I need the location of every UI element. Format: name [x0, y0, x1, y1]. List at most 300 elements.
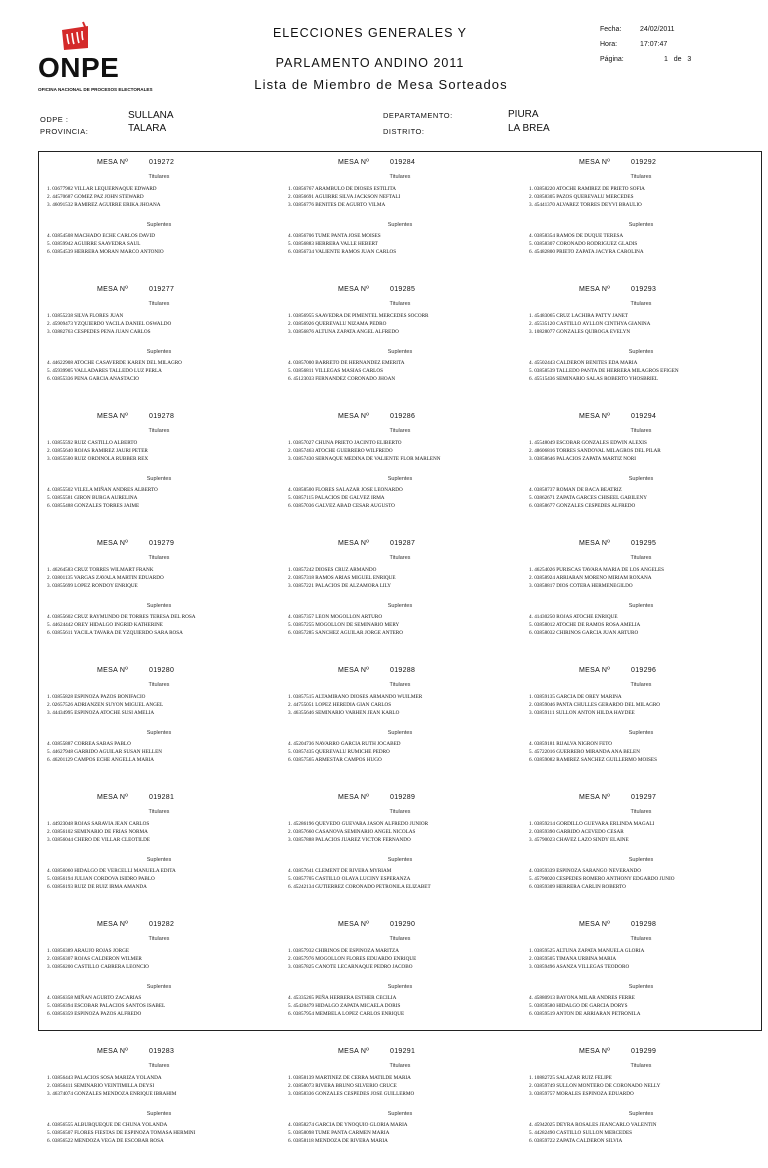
titular-entry: 3. 10828077 GONZALES QUIROGA EVELYN [529, 328, 631, 335]
titular-entry: 3. 44434995 ESPINOZA ATOCHE SUSI AMELIA [47, 709, 155, 716]
suplentes-list [529, 360, 761, 383]
titular-entry: 1. 03857515 ALTAMIRANO DIOSES ARMANDO WUILMER [288, 694, 423, 700]
suplente-entry: 5. 03856194 JULIAN CORDOVA ISIDRO PABLO [47, 875, 155, 882]
titular-entry: 3. 03856876 ALTUNA ZAPATA ANGEL ALFREDO [288, 328, 399, 335]
mesa-number: 019293 [631, 286, 657, 293]
suplentes-list [288, 614, 520, 637]
mesa-label: MESA Nº [97, 413, 129, 420]
suplente-entry: 5. 03859580 HIDALGO DE GARCIA DORYS [529, 1002, 628, 1009]
mesa-number: 019292 [631, 159, 657, 166]
titulares-list [47, 567, 279, 590]
titular-entry: 1. 03856389 ARAUJO ROJAS JORGE [47, 948, 130, 954]
suplentes-heading: Suplentes [146, 857, 172, 863]
suplentes-heading: Suplentes [628, 1111, 654, 1117]
mesa-label: MESA Nº [338, 667, 370, 674]
titular-entry: 2. 03859046 PANTA CHULLES GERARDO DEL MILAGRO [529, 701, 661, 708]
suplentes-list [288, 487, 520, 510]
suplente-entry: 4. 45335265 PEÑA HERRERA ESTHER CECILIA [288, 995, 397, 1001]
document-subtitle: Lista de Miembro de Mesa Sorteados [254, 77, 508, 92]
titulares-heading: Titulares [389, 301, 411, 307]
suplente-entry: 5. 44624442 OREY HIDALGO INGRID KATHERINE [47, 621, 163, 628]
titular-entry: 1. 03858139 MARTINEZ DE CERRA MATILDE MARIA [288, 1075, 411, 1081]
suplente-entry: 5. 03862671 ZAPATA GARCES CHISEEL GABILENY [529, 494, 647, 501]
titular-entry: 1. 03855592 RUIZ CASTILLO ALBERTO [47, 440, 138, 446]
titulares-heading: Titulares [148, 682, 170, 688]
suplentes-list [529, 487, 761, 510]
titular-entry: 1. 03859135 GARCIA DE OREY MARINA [529, 694, 622, 700]
titular-entry: 2. 03801135 VARGAS ZAVALA MARTIN EDUARDO [47, 574, 164, 581]
suplente-entry: 5. 03857705 CASTILLO OLAYA LUCINY ESPERANZA [288, 875, 411, 882]
suplente-entry: 6. 45482800 PRIETO ZAPATA JACYRA CAROLINA [529, 248, 644, 255]
suplente-entry: 5. 03857255 MOGOLLON DE SEMINARIO MERY [288, 621, 400, 628]
suplente-entry: 5. 45420479 HIDALGO ZAPATA MICAELA DORIS [288, 1002, 401, 1009]
mesa-number: 019288 [390, 667, 416, 674]
titular-entry: 2. 03858305 PAZOS QUEREVALU MERCEDES [529, 193, 634, 200]
titular-entry: 3. 03857221 PALACIOS DE ALZAMORA LILY [288, 582, 392, 589]
mesa-block [521, 1041, 761, 1168]
titular-entry: 3. 46374074 GONZALES MENDOZA ENRIQUE IBRAHIM [47, 1090, 177, 1097]
suplentes-list [47, 614, 279, 637]
titulares-list [47, 313, 279, 336]
titulares-heading: Titulares [389, 174, 411, 180]
suplente-entry: 6. 45123033 FERNANDEZ CORONADO JHOAN [288, 375, 396, 382]
suplente-entry: 5. 03858012 ATOCHE DE RAMOS ROSA AMELIA [529, 621, 641, 628]
mesa-column [280, 152, 520, 1168]
suplente-entry: 4. 03858737 ROMAN DE BACA BEATRIZ [529, 487, 622, 493]
mesa-block [39, 533, 279, 660]
titular-entry: 3. 45441370 ALVAREZ TORRES DEYVI BRAULIO [529, 201, 642, 208]
report-meta [600, 26, 720, 71]
mesa-number: 019285 [390, 286, 416, 293]
titular-entry: 3. 46091532 RAMIREZ AGUIRRE ERIKA JHOANA [47, 201, 161, 208]
suplentes-heading: Suplentes [628, 222, 654, 228]
titular-entry: 1. 44923048 ROJAS SARAVIA JEAN CARLOS [47, 821, 150, 827]
titular-entry: 1. 03855238 SILVA FLORES JUAN [47, 313, 124, 319]
suplente-entry: 6. 03856734 VALIENTE RAMOS JUAN CARLOS [288, 248, 397, 255]
suplente-entry: 6. 45242134 GUTIERREZ CORONADO PETRONILA ELIZABET [288, 883, 431, 890]
suplente-entry: 4. 03859181 RIJALVA NIGRON FETO [529, 741, 613, 747]
titular-entry: 2. 44570687 GOMEZ PAZ JOHN STEWARD [47, 193, 144, 200]
suplentes-list [47, 487, 279, 510]
titular-entry: 3. 03855699 LOPEZ RONDOY ENRIQUE [47, 582, 138, 589]
suplentes-list [288, 233, 520, 256]
mesa-number: 019291 [390, 1048, 416, 1055]
mesa-number: 019278 [149, 413, 175, 420]
titulares-heading: Titulares [630, 174, 652, 180]
titular-entry: 2. 03857976 MOGOLLON FLORES EDUARDO ENRIQUE [288, 955, 417, 962]
mesa-label: MESA Nº [579, 286, 611, 293]
mesa-block [39, 279, 279, 406]
titular-entry: 1. 03856443 PALACIOS SOSA MARIZA YOLANDA [47, 1075, 162, 1081]
mesa-block [39, 787, 279, 914]
mesa-number: 019295 [631, 540, 657, 547]
suplente-entry: 5. 44627948 GARRIDO AGUILAR SUSAN HELLEN [47, 748, 162, 755]
suplente-entry: 5. 03858098 TUME PANTA CARMEN MARIA [288, 1129, 390, 1136]
titular-entry: 2. 03857660 CASANOVA SEMINARIO ANGEL NICOLAS [288, 828, 416, 835]
mesa-label: MESA Nº [579, 794, 611, 801]
titular-entry: 2. 03857318 RAMOS ARIAS MIGUEL ENRIQUE [288, 574, 396, 581]
suplente-entry: 6. 03857285 SANCHEZ AGUILAR JORGE ANTERO [288, 629, 403, 636]
mesa-number: 019277 [149, 286, 175, 293]
titular-entry: 1. 46264583 CRUZ TORRES WILMART FRANK [47, 567, 154, 573]
fecha-label: Fecha: [600, 26, 622, 33]
titular-entry: 1. 03857242 DIOSES CRUZ ARMANDO [288, 567, 377, 573]
titular-entry: 2. 03856926 QUEREVALU NIZAMA PEDRO [288, 320, 387, 327]
titular-entry: 2. 03857463 ATOCHE GUERRERO WILFREDO [288, 447, 393, 454]
titular-entry: 1. 45286196 QUEVEDO GUEVARA JASON ALFREDO JUNIOR [288, 821, 429, 827]
titular-entry: 1. 03855828 ESPINOZA PAZOS BONIFACIO [47, 694, 146, 700]
titulares-list [529, 694, 761, 717]
suplentes-heading: Suplentes [146, 984, 172, 990]
fecha-value: 24/02/2011 [640, 26, 675, 33]
suplente-entry: 4. 45942025 DEYRA ROSALES JEANCARLO VALENTIN [529, 1122, 657, 1128]
suplente-entry: 5. 45722016 GUERRERO MIRANDA ANA BELEN [529, 748, 640, 755]
titular-entry: 3. 03858336 GONZALES CESPEDES JOSE GUILLERMO [288, 1090, 415, 1097]
titulares-list [47, 1075, 279, 1098]
titulares-list [288, 440, 520, 463]
titular-entry: 3. 03857888 PALACIOS JUAREZ VICTOR FERNANDO [288, 836, 411, 843]
suplentes-list [47, 233, 279, 256]
titular-entry: 1. 03859214 GORDILLO GUEVARA ERLINDA MAGALI [529, 821, 655, 827]
mesa-label: MESA Nº [97, 540, 129, 547]
titular-entry: 3. 03859111 SULLON ANTON HILDA HAYDEE [529, 709, 635, 716]
titulares-list [288, 1075, 520, 1098]
titulares-list [47, 694, 279, 717]
mesa-label: MESA Nº [97, 794, 129, 801]
title-line-2: PARLAMENTO ANDINO 2011 [275, 56, 465, 70]
suplentes-list [529, 995, 761, 1018]
mesa-label: MESA Nº [338, 540, 370, 547]
suplente-entry: 4. 03856706 TUME PANTA JOSE MOISES [288, 233, 381, 239]
departamento-value: PIURA [508, 109, 539, 120]
mesa-label: MESA Nº [579, 413, 611, 420]
pagina-label: Página: [600, 56, 624, 63]
suplente-entry: 6. 03859722 ZAPATA CALDERON SILVIA [529, 1137, 623, 1144]
suplente-entry: 6. 03859519 ANTON DE ARRIARAN PETRONILA [529, 1010, 641, 1017]
titulares-list [47, 821, 279, 844]
suplentes-list [288, 360, 520, 383]
suplente-entry: 4. 44622908 ATOCHE CASAVERDE KAREN DEL MILAGRO [47, 360, 182, 366]
titular-entry: 3. 03855500 RUIZ ORDINOLA RUBBER REX [47, 455, 149, 462]
mesa-number: 019296 [631, 667, 657, 674]
suplente-entry: 6. 03855488 GONZALES TORRES JAIME [47, 502, 140, 509]
titulares-list [529, 567, 761, 590]
titulares-list [529, 1075, 761, 1098]
mesa-block [280, 914, 520, 1041]
mesa-number: 019298 [631, 921, 657, 928]
titular-entry: 3. 03859496 ASANZA VILLEGAS TEODORO [529, 963, 630, 970]
distrito-label: DISTRITO: [383, 127, 425, 136]
mesas-table [38, 151, 762, 1144]
mesa-label: MESA Nº [97, 667, 129, 674]
mesa-number: 019299 [631, 1048, 657, 1055]
titular-entry: 3. 03858817 DIOS COTERA HERMENEGILDO [529, 582, 633, 589]
suplente-entry: 4. 03858500 FLORES SALAZAR JOSE LEONARDO [288, 487, 403, 493]
mesa-number: 019289 [390, 794, 416, 801]
titulares-heading: Titulares [148, 809, 170, 815]
suplente-entry: 4. 45880913 BAYONA MILAR ANDRES FERRE [529, 995, 635, 1001]
suplentes-list [288, 1122, 520, 1145]
suplente-entry: 4. 03858274 GARCIA DE YNOQUIO GLORIA MARIA [288, 1122, 408, 1128]
titular-entry: 1. 03677982 VILLAR LEQUERNAQUE EDWARD [47, 186, 157, 192]
mesa-label: MESA Nº [579, 1048, 611, 1055]
titulares-list [47, 186, 279, 209]
suplentes-heading: Suplentes [387, 730, 413, 736]
titulares-heading: Titulares [389, 555, 411, 561]
titular-entry: 3. 03856200 CASTILLO CABRERA LEONCIO [47, 963, 149, 970]
suplente-entry: 4. 03857357 LEON MOGOLLON ARTURO [288, 614, 383, 620]
suplente-entry: 6. 03856522 MENDOZA VEGA DE ESCOBAR ROSA [47, 1137, 164, 1144]
mesa-label: MESA Nº [338, 1048, 370, 1055]
suplentes-list [47, 360, 279, 383]
titulares-heading: Titulares [630, 555, 652, 561]
mesa-number: 019280 [149, 667, 175, 674]
suplentes-heading: Suplentes [146, 730, 172, 736]
titular-entry: 1. 03856955 SAAVEDRA DE PIMENTEL MERCEDES SOCORR [288, 313, 429, 319]
suplente-entry: 6. 45515436 SEMINARIO SALAS ROBERTO YHOSBRIEL [529, 375, 659, 382]
mesa-block [39, 1041, 279, 1168]
mesa-block [280, 660, 520, 787]
suplentes-heading: Suplentes [628, 349, 654, 355]
titulares-heading: Titulares [148, 555, 170, 561]
titulares-heading: Titulares [148, 428, 170, 434]
titular-entry: 2. 03858073 RIVERA BRUNO SILVERIO CRUCE [288, 1082, 397, 1089]
mesa-number: 019284 [390, 159, 416, 166]
provincia-label: PROVINCIA: [40, 127, 89, 136]
titulares-heading: Titulares [630, 809, 652, 815]
titular-entry: 1. 46254026 PURISCAS TAVARA MARIA DE LOS ANGELES [529, 567, 665, 573]
suplente-entry: 5. 03856811 VILLEGAS MASIAS CARLOS [288, 367, 383, 374]
titulares-heading: Titulares [148, 1063, 170, 1069]
distrito-value: LA BREA [508, 123, 550, 134]
titulares-list [47, 440, 279, 463]
suplentes-list [288, 868, 520, 891]
suplentes-heading: Suplentes [387, 222, 413, 228]
mesa-label: MESA Nº [338, 921, 370, 928]
titulares-heading: Titulares [630, 936, 652, 942]
mesa-block [39, 406, 279, 533]
suplentes-list [47, 995, 279, 1018]
suplente-entry: 6. 03856359 ESPINOZA PAZOS ALFREDO [47, 1010, 142, 1017]
titular-entry: 2. 03859390 GARRIDO ACEVEDO CESAR [529, 828, 624, 835]
mesa-label: MESA Nº [338, 794, 370, 801]
titular-entry: 3. 45790023 CHAVEZ LAZO SINDY ELAINE [529, 836, 629, 843]
suplente-entry: 6. 03857954 MEMBELA LOPEZ CARLOS ENRIQUE [288, 1010, 405, 1017]
mesa-number: 019282 [149, 921, 175, 928]
provincia-value: TALARA [128, 123, 167, 134]
suplentes-list [529, 868, 761, 891]
titular-entry: 1. 03857027 CHUNA PRIETO JACINTO ELIBERTO [288, 440, 402, 446]
titulares-list [288, 567, 520, 590]
titulares-heading: Titulares [630, 428, 652, 434]
titulares-list [288, 821, 520, 844]
ballot-hand-icon [58, 20, 92, 56]
suplente-entry: 4. 03858354 RAMOS DE DUQUE TERESA [529, 233, 624, 239]
titulares-heading: Titulares [630, 682, 652, 688]
document-title [240, 22, 500, 74]
titular-entry: 3. 03859757 MORALES ESPINOZA EDUARDO [529, 1090, 634, 1097]
titulares-list [529, 186, 761, 209]
titular-entry: 2. 03855640 ROJAS RAMIREZ JAURI PETER [47, 447, 148, 454]
suplentes-list [529, 233, 761, 256]
titular-entry: 2. 03859749 SULLON MONTERO DE CORONADO NELLY [529, 1082, 661, 1089]
titular-entry: 1. 03859525 ALTUNA ZAPATA MANUELA GLORIA [529, 948, 645, 954]
suplente-entry: 6. 03855336 PENA GARCIA ANASTACIO [47, 375, 139, 382]
titulares-list [529, 313, 761, 336]
mesa-label: MESA Nº [97, 159, 129, 166]
titular-entry: 3. 03882763 CESPEDES PENA JUAN CARLOS [47, 328, 151, 335]
titulares-heading: Titulares [148, 301, 170, 307]
titulares-list [47, 948, 279, 971]
suplente-entry: 4. 41430250 ROJAS ATOCHE ENRIQUE [529, 614, 618, 620]
titulares-heading: Titulares [630, 301, 652, 307]
suplente-entry: 4. 03855887 CORREA SABAS PABLO [47, 741, 131, 747]
titular-entry: 2. 48606816 TORRES SANDOVAL MILAGROS DEL PILAR [529, 447, 661, 454]
titular-entry: 1. 03856767 ARAMBULO DE DIOSES ESTILITA [288, 186, 396, 192]
titular-entry: 1. 45548049 ESCOBAR GONZALES EDWIN ALEXIS [529, 440, 647, 446]
mesa-label: MESA Nº [338, 286, 370, 293]
pagina-value: 1 de 3 [664, 56, 692, 63]
onpe-logo [38, 20, 153, 98]
suplente-entry: 4. 03856555 ALBURQUEQUE DE CHUNA YOLANDA [47, 1122, 168, 1128]
mesa-block [39, 660, 279, 787]
suplentes-heading: Suplentes [387, 349, 413, 355]
suplente-entry: 5. 03855581 GIRON BURGA AURELINA [47, 494, 138, 501]
suplentes-list [47, 741, 279, 764]
titular-entry: 1. 10882725 SALAZAR RUIZ FELIPE [529, 1075, 612, 1081]
titular-entry: 2. 44755051 LOPEZ HEREDIA GIAN CARLOS [288, 701, 392, 708]
mesa-label: MESA Nº [579, 159, 611, 166]
mesa-block [280, 533, 520, 660]
mesa-block [280, 1041, 520, 1168]
suplente-entry: 4. 03857000 BARRETO DE HERNANDEZ EMERITA [288, 360, 405, 366]
odpe-value: SULLANA [128, 110, 174, 121]
suplentes-heading: Suplentes [146, 349, 172, 355]
titulares-heading: Titulares [389, 936, 411, 942]
titulares-heading: Titulares [389, 1063, 411, 1069]
mesa-number: 019283 [149, 1048, 175, 1055]
mesa-block [521, 279, 761, 406]
mesa-block [280, 279, 520, 406]
mesa-label: MESA Nº [97, 921, 129, 928]
suplentes-heading: Suplentes [628, 603, 654, 609]
suplente-entry: 6. 03857565 ARMESTAR CAMPOS HUGO [288, 756, 382, 763]
suplente-entry: 4. 03854508 MACHADO ECHE CARLOS DAVID [47, 233, 155, 239]
suplente-entry: 4. 45502443 CALDERON BENITES EDA MARIA [529, 360, 638, 366]
suplente-entry: 6. 03859309 HERRERA CARLIN ROBERTO [529, 883, 626, 890]
titular-entry: 2. 03856691 AGUIRRE SILVA JACKSON NEFTALI [288, 193, 401, 200]
titular-entry: 2. 03858924 ARRIARAN MORENO MIRIAM ROXANA [529, 574, 652, 581]
suplentes-list [47, 868, 279, 891]
suplente-entry: 6. 03859082 RAMIREZ SANCHEZ GUILLERMO MOISES [529, 756, 657, 763]
titulares-heading: Titulares [148, 936, 170, 942]
mesa-number: 019297 [631, 794, 657, 801]
mesa-column [521, 152, 761, 1168]
hora-label: Hora: [600, 41, 618, 48]
mesa-number: 019286 [390, 413, 416, 420]
titular-entry: 3. 03857430 SERNAQUE MEDINA DE VALIENTE FLOR MARLENN [288, 455, 441, 462]
suplente-entry: 4. 03855602 CRUZ RAYMUNDO DE TORRES TERESA DEL ROSA [47, 614, 196, 620]
mesa-label: MESA Nº [579, 921, 611, 928]
mesa-number: 019281 [149, 794, 175, 801]
titulares-list [288, 694, 520, 717]
suplente-entry: 5. 03856883 HERRERA VALLE HEBERT [288, 240, 378, 247]
suplente-entry: 6. 03855611 YACILA TAVARA DE YZQUIERDO SARA ROSA [47, 629, 183, 636]
titular-entry: 1. 03857932 CHIRINOS DE ESPINOZA MARITZA [288, 948, 399, 954]
suplentes-list [529, 741, 761, 764]
suplentes-list [529, 614, 761, 637]
titulares-heading: Titulares [148, 174, 170, 180]
mesa-label: MESA Nº [97, 286, 129, 293]
mesa-block [521, 787, 761, 914]
suplente-entry: 6. 03858032 CHIRINOS GARCIA JUAN ARTURO [529, 629, 639, 636]
titulares-list [288, 948, 520, 971]
titulares-heading: Titulares [389, 809, 411, 815]
suplente-entry: 4. 03857641 CLEMENT DE RIVERA MYRIAM [288, 868, 392, 874]
suplente-entry: 4. 03855502 VILELA MIÑAN ANDRES ALBERTO [47, 487, 158, 493]
suplentes-heading: Suplentes [387, 476, 413, 482]
suplente-entry: 5. 03857435 QUEREVALU RUMICHE PEDRO [288, 748, 390, 755]
titular-entry: 2. 03856411 SEMINARIO VEINTIMILLA DEYSI [47, 1082, 155, 1089]
mesa-column [39, 152, 279, 1168]
suplentes-heading: Suplentes [146, 476, 172, 482]
suplentes-heading: Suplentes [628, 984, 654, 990]
suplentes-heading: Suplentes [628, 857, 654, 863]
suplente-entry: 5. 03858307 CORONADO RODRIGUEZ GLADIS [529, 240, 638, 247]
hora-value: 17:07:47 [640, 41, 668, 48]
titular-entry: 2. 45535120 CASTILLO AYLLON CINTHYA GIANINA [529, 320, 651, 327]
titular-entry: 2. 03856102 SEMINARIO DE FRIAS NORMA [47, 828, 148, 835]
suplentes-list [288, 741, 520, 764]
titular-entry: 1. 45483065 CRUZ LACHIRA PATTY JANET [529, 313, 629, 319]
suplente-entry: 5. 03857115 PALACIOS DE GALVEZ IRMA [288, 494, 385, 501]
mesa-number: 019272 [149, 159, 175, 166]
mesa-block [280, 406, 520, 533]
titular-entry: 3. 03856776 BENITES DE AGURTO VILMA [288, 201, 386, 208]
suplente-entry: 4. 45204736 NAVARRO GARCIA RUTH JOCABED [288, 741, 401, 747]
suplente-entry: 6. 03857036 GALVEZ ABAD CESAR AUGUSTO [288, 502, 395, 509]
suplente-entry: 5. 45790020 CESPEDES ROMERO ANTHONY EDGARDO JUNIO [529, 875, 675, 882]
mesa-number: 019290 [390, 921, 416, 928]
mesa-block [521, 660, 761, 787]
suplente-entry: 6. 03854539 HERRERA MORAN MARCO ANTONIO [47, 248, 164, 255]
mesa-block [521, 152, 761, 279]
suplente-entry: 5. 44282490 CASTILLO SULLON MERCEDES [529, 1129, 633, 1136]
titulares-heading: Titulares [389, 682, 411, 688]
titular-entry: 1. 03858220 ATOCHE RAMIREZ DE PRIETO SOFIA [529, 186, 645, 192]
titular-entry: 3. 03858646 PALACIOS ZAPATA MARTIZ NORI [529, 455, 636, 462]
mesa-label: MESA Nº [338, 413, 370, 420]
mesa-block [280, 152, 520, 279]
titular-entry: 2. 45909473 YZQUIERDO YACILA DANIEL OSWALDO [47, 320, 172, 327]
suplentes-heading: Suplentes [628, 730, 654, 736]
suplente-entry: 5. 03856394 ESCOBAR PALACIOS SANTOS ISABEL [47, 1002, 166, 1009]
mesa-block [39, 152, 279, 279]
suplente-entry: 6. 03856193 RUIZ DE RUIZ IRMA AMANDA [47, 883, 147, 890]
titular-entry: 3. 03857825 CANOTE LECARNAQUE PEDRO JACOBO [288, 963, 413, 970]
title-line-1: ELECCIONES GENERALES Y [272, 26, 468, 40]
mesa-block [521, 406, 761, 533]
suplente-entry: 4. 03856060 HIDALGO DE VERCELLI MANUELA EDITA [47, 868, 176, 874]
suplente-entry: 5. 45939905 VALLADARES TALLEDO LUZ PERLA [47, 367, 162, 374]
suplente-entry: 5. 03859942 AGUIRRE SAAVEDRA SAUL [47, 240, 141, 247]
titular-entry: 2. 02657526 ADRIANZEN SUYON MIGUEL ANGEL [47, 701, 164, 708]
suplentes-heading: Suplentes [387, 857, 413, 863]
odpe-label: ODPE : [40, 115, 69, 124]
mesa-number: 019279 [149, 540, 175, 547]
suplentes-heading: Suplentes [146, 222, 172, 228]
suplentes-list [529, 1122, 761, 1145]
